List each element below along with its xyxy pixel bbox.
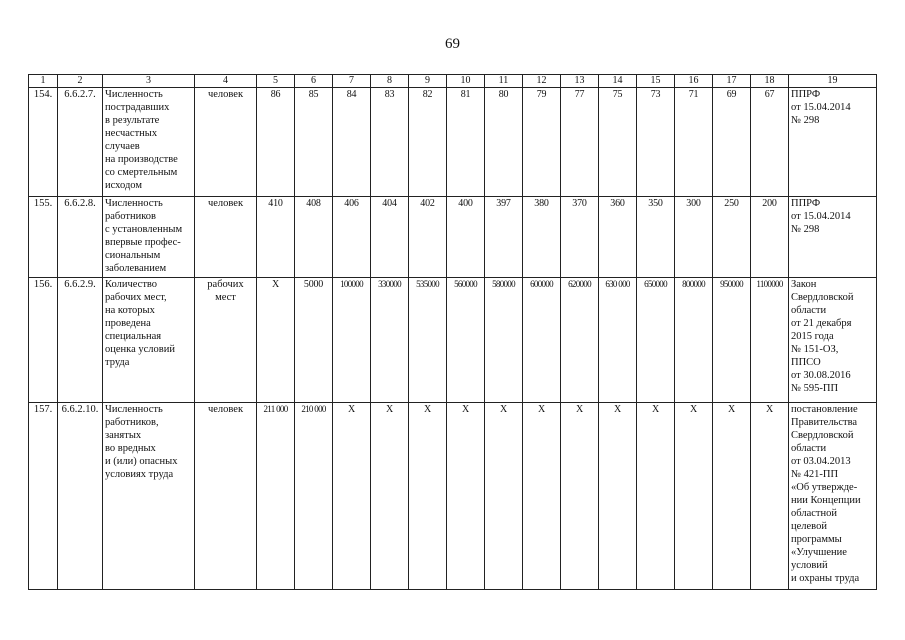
page-number: 69 — [445, 36, 460, 52]
indicators-table — [28, 74, 877, 590]
column-header: 6 — [295, 75, 333, 88]
value-cell: 580000 — [485, 278, 523, 403]
value-cell: 86 — [257, 88, 295, 197]
value-cell: 400 — [447, 197, 485, 278]
value-cell: 83 — [371, 88, 409, 197]
value-cell: 1100000 — [751, 278, 789, 403]
value-cell: 69 — [713, 88, 751, 197]
row-number: 156. — [29, 278, 58, 403]
value-cell: 79 — [523, 88, 561, 197]
value-cell: Х — [637, 403, 675, 590]
value-cell: 71 — [675, 88, 713, 197]
value-cell: 380 — [523, 197, 561, 278]
column-header: 10 — [447, 75, 485, 88]
source-reference: постановление Правительства Свердловской области от 03.04.2013 № 421-ПП «Об утвержде- нии Концепции областной целевой программы «Улучшение условий и охраны труда — [789, 403, 877, 590]
column-header: 11 — [485, 75, 523, 88]
indicator-name: Численность работников с установленным впервые профес- сиональным заболеванием — [103, 197, 195, 278]
column-header: 18 — [751, 75, 789, 88]
value-cell: Х — [371, 403, 409, 590]
indicator-name: Численность пострадавших в результате несчастных случаев на производстве со смертельным исходом — [103, 88, 195, 197]
indicator-name: Количество рабочих мест, на которых проведена специальная оценка условий труда — [103, 278, 195, 403]
value-cell: Х — [257, 278, 295, 403]
value-cell: 75 — [599, 88, 637, 197]
value-cell: 84 — [333, 88, 371, 197]
column-header: 15 — [637, 75, 675, 88]
value-cell: 67 — [751, 88, 789, 197]
value-cell: 350 — [637, 197, 675, 278]
column-header: 5 — [257, 75, 295, 88]
column-header: 1 — [29, 75, 58, 88]
value-cell: 77 — [561, 88, 599, 197]
value-cell: 82 — [409, 88, 447, 197]
value-cell: 85 — [295, 88, 333, 197]
unit-of-measure: человек — [195, 403, 257, 590]
unit-of-measure: рабочих мест — [195, 278, 257, 403]
row-number: 157. — [29, 403, 58, 590]
value-cell: 620000 — [561, 278, 599, 403]
value-cell: Х — [675, 403, 713, 590]
value-cell: 250 — [713, 197, 751, 278]
value-cell: 300 — [675, 197, 713, 278]
value-cell: 370 — [561, 197, 599, 278]
value-cell: 100000 — [333, 278, 371, 403]
value-cell: Х — [333, 403, 371, 590]
value-cell: Х — [713, 403, 751, 590]
table-row — [29, 278, 877, 403]
column-header: 9 — [409, 75, 447, 88]
value-cell: Х — [447, 403, 485, 590]
indicator-code: 6.6.2.9. — [58, 278, 103, 403]
column-header: 17 — [713, 75, 751, 88]
value-cell: 210 000 — [295, 403, 333, 590]
indicator-code: 6.6.2.10. — [58, 403, 103, 590]
column-header: 3 — [103, 75, 195, 88]
indicator-code: 6.6.2.8. — [58, 197, 103, 278]
column-header: 4 — [195, 75, 257, 88]
value-cell: 81 — [447, 88, 485, 197]
value-cell: 410 — [257, 197, 295, 278]
column-header: 12 — [523, 75, 561, 88]
value-cell: 535000 — [409, 278, 447, 403]
value-cell: 650000 — [637, 278, 675, 403]
value-cell: 600000 — [523, 278, 561, 403]
value-cell: Х — [485, 403, 523, 590]
value-cell: 80 — [485, 88, 523, 197]
value-cell: 360 — [599, 197, 637, 278]
value-cell: 402 — [409, 197, 447, 278]
value-cell: 5000 — [295, 278, 333, 403]
value-cell: 397 — [485, 197, 523, 278]
value-cell: Х — [751, 403, 789, 590]
value-cell: 406 — [333, 197, 371, 278]
row-number: 154. — [29, 88, 58, 197]
column-header: 8 — [371, 75, 409, 88]
column-header: 16 — [675, 75, 713, 88]
source-reference: ППРФ от 15.04.2014 № 298 — [789, 88, 877, 197]
value-cell: 330000 — [371, 278, 409, 403]
value-cell: 800000 — [675, 278, 713, 403]
source-reference: Закон Свердловской области от 21 декабря 2015 года № 151-ОЗ, ППСО от 30.08.2016 № 595-ПП — [789, 278, 877, 403]
table-row — [29, 197, 877, 278]
unit-of-measure: человек — [195, 197, 257, 278]
value-cell: Х — [561, 403, 599, 590]
source-reference: ППРФ от 15.04.2014 № 298 — [789, 197, 877, 278]
table-row — [29, 88, 877, 197]
indicator-name: Численность работников, занятых во вредных и (или) опасных условиях труда — [103, 403, 195, 590]
column-header: 19 — [789, 75, 877, 88]
value-cell: Х — [599, 403, 637, 590]
header-row — [29, 75, 877, 88]
table-row — [29, 403, 877, 590]
value-cell: 950000 — [713, 278, 751, 403]
value-cell: Х — [523, 403, 561, 590]
column-header: 2 — [58, 75, 103, 88]
row-number: 155. — [29, 197, 58, 278]
indicator-code: 6.6.2.7. — [58, 88, 103, 197]
unit-of-measure: человек — [195, 88, 257, 197]
value-cell: 404 — [371, 197, 409, 278]
column-header: 13 — [561, 75, 599, 88]
value-cell: Х — [409, 403, 447, 590]
value-cell: 211 000 — [257, 403, 295, 590]
value-cell: 408 — [295, 197, 333, 278]
value-cell: 200 — [751, 197, 789, 278]
value-cell: 630 000 — [599, 278, 637, 403]
column-header: 14 — [599, 75, 637, 88]
value-cell: 560000 — [447, 278, 485, 403]
column-header: 7 — [333, 75, 371, 88]
value-cell: 73 — [637, 88, 675, 197]
